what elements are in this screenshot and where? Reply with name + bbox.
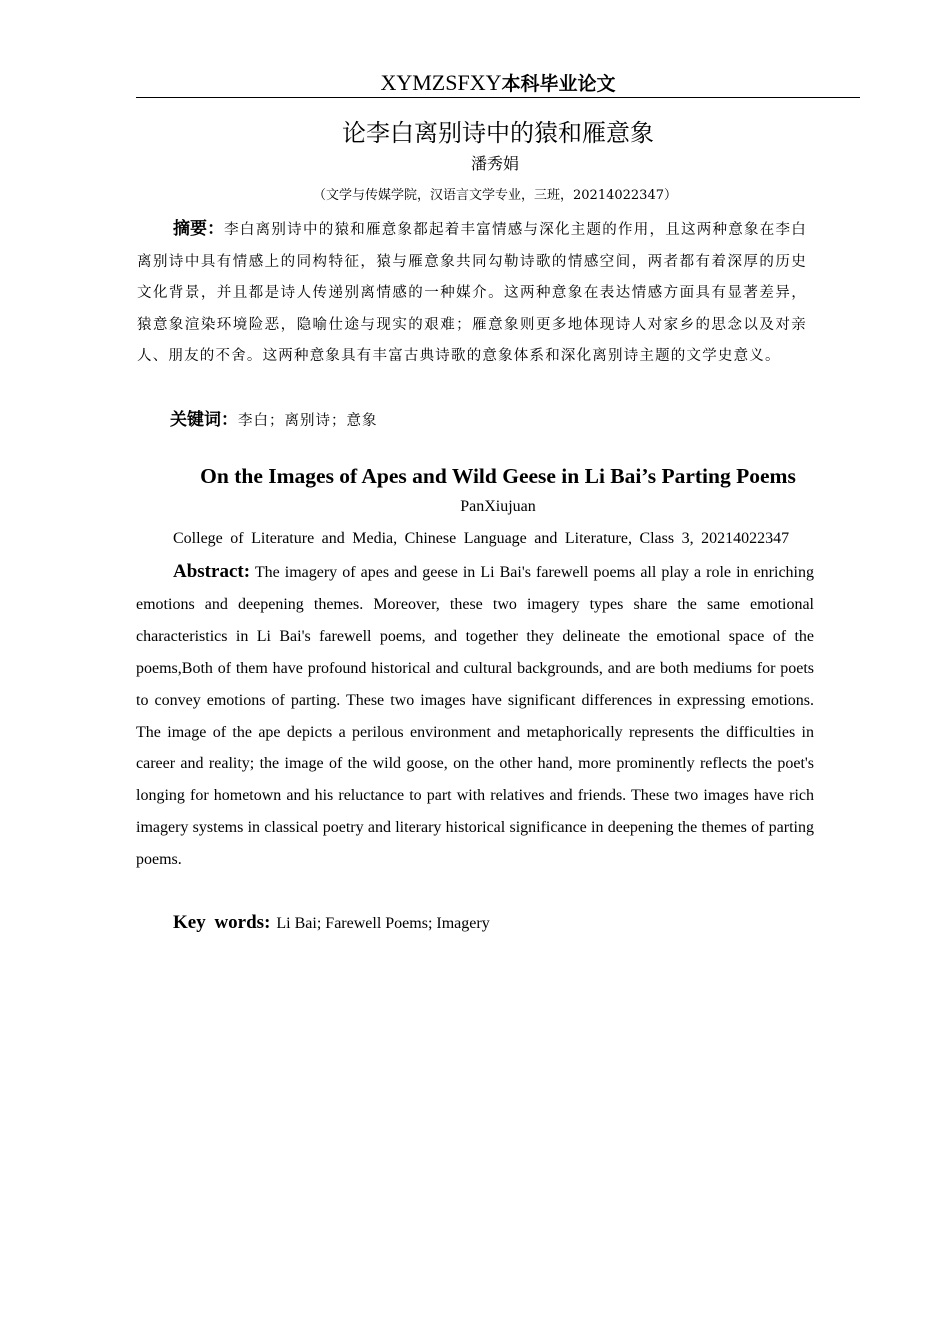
chinese-keywords-text: 李白；离别诗；意象 [238, 413, 378, 429]
english-keywords [173, 908, 490, 939]
chinese-abstract-label: 摘要： [173, 219, 225, 239]
chinese-keywords-label: 关键词： [170, 410, 238, 430]
english-author: PanXiujuan [460, 498, 536, 515]
page-header [136, 68, 860, 98]
english-abstract [136, 556, 814, 876]
chinese-author: 潘秀娟 [470, 154, 519, 173]
english-abstract-text: The imagery of apes and geese in Li Bai's farewell poems all play a role in enriching emotions and deepening themes. Moreover, these two imagery types share the same emotional characteristics in Li Bai's farewell poems, and together they delineate the emotional space of the poems,Both of them have profound historical and cultural backgrounds, and are both mediums for poets to convey emotions of parting. These two images have significant differences in expressing emotions. The image of the ape depicts a perilous environment and metaphorically represents the difficulties in career and reality; the image of the wild goose, on the other hand, more prominently reflects the poet's longing for hometown and his reluctance to part with relatives and friends. These two images have rich imagery systems in classical poetry and literary historical significance in deepening the themes of parting poems. [136, 564, 814, 869]
header-label: 本科毕业论文 [501, 73, 616, 95]
chinese-affiliation: （文学与传媒学院，汉语言文学专业，三班，20214022347） [313, 188, 677, 203]
english-keywords-label: Key words: [173, 912, 271, 933]
english-title: On the Images of Apes and Wild Geese in Li Bai’s Parting Poems [200, 464, 796, 488]
chinese-abstract [137, 214, 807, 373]
english-abstract-label: Abstract: [173, 561, 251, 582]
header-code: XYMZSFXY [380, 70, 502, 95]
english-affiliation: College of Literature and Media, Chinese Language and Literature, Class 3, 20214022347 [173, 530, 790, 547]
english-keywords-text: Li Bai; Farewell Poems; Imagery [276, 915, 490, 932]
chinese-title: 论李白离别诗中的猿和雁意象 [342, 119, 654, 147]
chinese-keywords [170, 405, 378, 436]
chinese-abstract-text: 李白离别诗中的猿和雁意象都起着丰富情感与深化主题的作用，且这两种意象在李白离别诗中具有情感上的同构特征，猿与雁意象共同勾勒诗歌的情感空间，两者都有着深厚的历史文化背景，并且都是诗人传递别离情感的一种媒介。这两种意象在表达情感方面具有显著差异，猿意象渲染环境险恶，隐喻仕途与现实的艰难；雁意象则更多地体现诗人对家乡的思念以及对亲人、朋友的不舍。这两种意象具有丰富古典诗歌的意象体系和深化离别诗主题的文学史意义。 [137, 222, 808, 365]
